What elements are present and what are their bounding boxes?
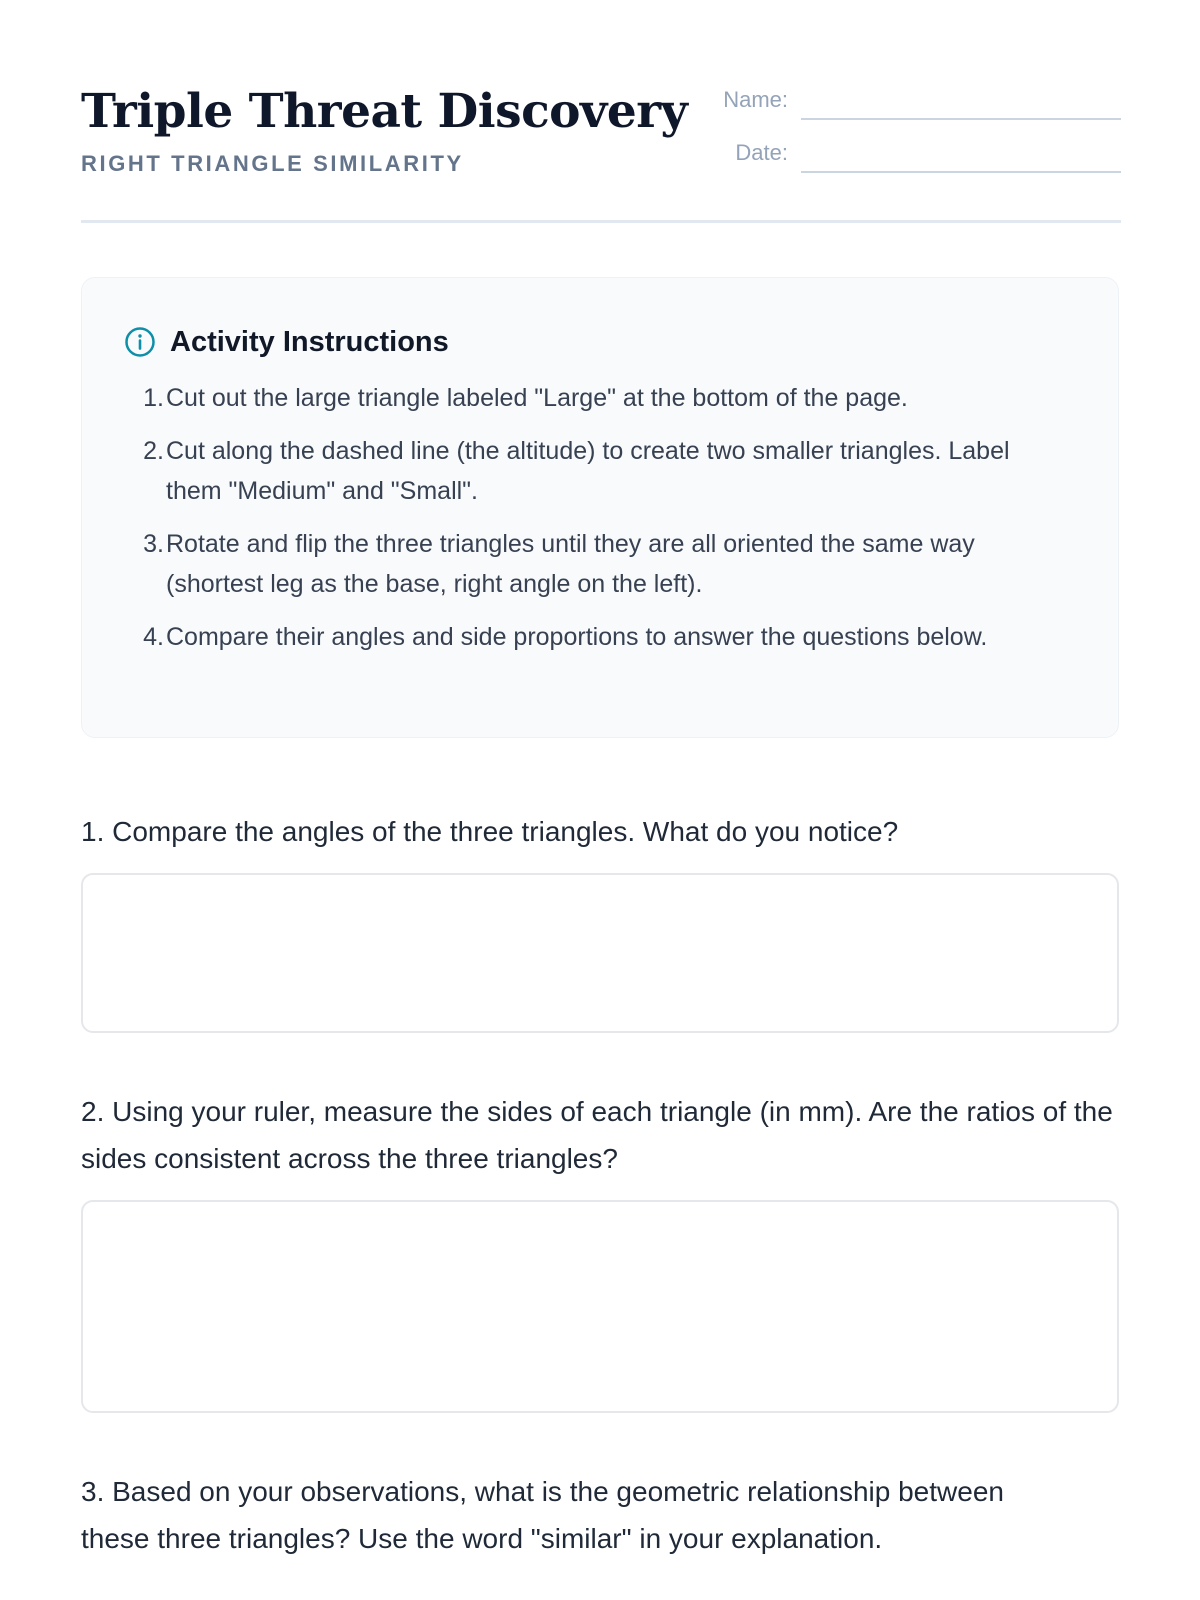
instructions-list: [124, 378, 1044, 670]
list-item: [124, 617, 1044, 657]
question-3: 3. Based on your observations, what is the geometric relationship between these three triangles? Use the word "similar" in your explanation.: [81, 1476, 1004, 1554]
list-item-text: Cut along the dashed line (the altitude) to create two smaller triangles. Label them "Medium" and "Small".: [166, 437, 1010, 505]
list-item-number: 2.: [143, 437, 164, 465]
worksheet-page: [81, 0, 1121, 1600]
list-item: [124, 431, 1044, 511]
header-divider: [81, 220, 1121, 223]
name-label: Name:: [723, 87, 788, 112]
info-icon: [124, 326, 156, 358]
date-label: Date:: [735, 140, 788, 165]
page-title: Triple Threat Discovery: [81, 84, 688, 139]
question-1: 1. Compare the angles of the three triangles. What do you notice?: [81, 816, 899, 847]
list-item-number: 4.: [143, 623, 164, 651]
list-item-text: Compare their angles and side proportions to answer the questions below.: [166, 623, 988, 651]
page-subtitle: RIGHT TRIANGLE SIMILARITY: [81, 151, 464, 176]
name-field[interactable]: [701, 84, 1121, 124]
date-line[interactable]: [801, 171, 1121, 173]
list-item-number: 3.: [143, 530, 164, 558]
question-2: 2. Using your ruler, measure the sides of each triangle (in mm). Are the ratios of the sides consistent across the three triangles?: [81, 1096, 1113, 1174]
instructions-header: [124, 322, 449, 362]
list-item-text: Cut out the large triangle labeled "Large" at the bottom of the page.: [166, 384, 908, 412]
list-item: [124, 524, 1044, 604]
answer-box-1[interactable]: [81, 873, 1119, 1033]
name-line[interactable]: [801, 118, 1121, 120]
answer-box-2[interactable]: [81, 1200, 1119, 1413]
instructions-title: Activity Instructions: [170, 325, 449, 358]
instructions-card: [81, 277, 1119, 738]
date-field[interactable]: [701, 137, 1121, 177]
list-item-text: Rotate and flip the three triangles until they are all oriented the same way (shortest leg as the base, right angle on the left).: [166, 530, 975, 598]
list-item-number: 1.: [143, 384, 164, 412]
list-item: [124, 378, 1044, 418]
